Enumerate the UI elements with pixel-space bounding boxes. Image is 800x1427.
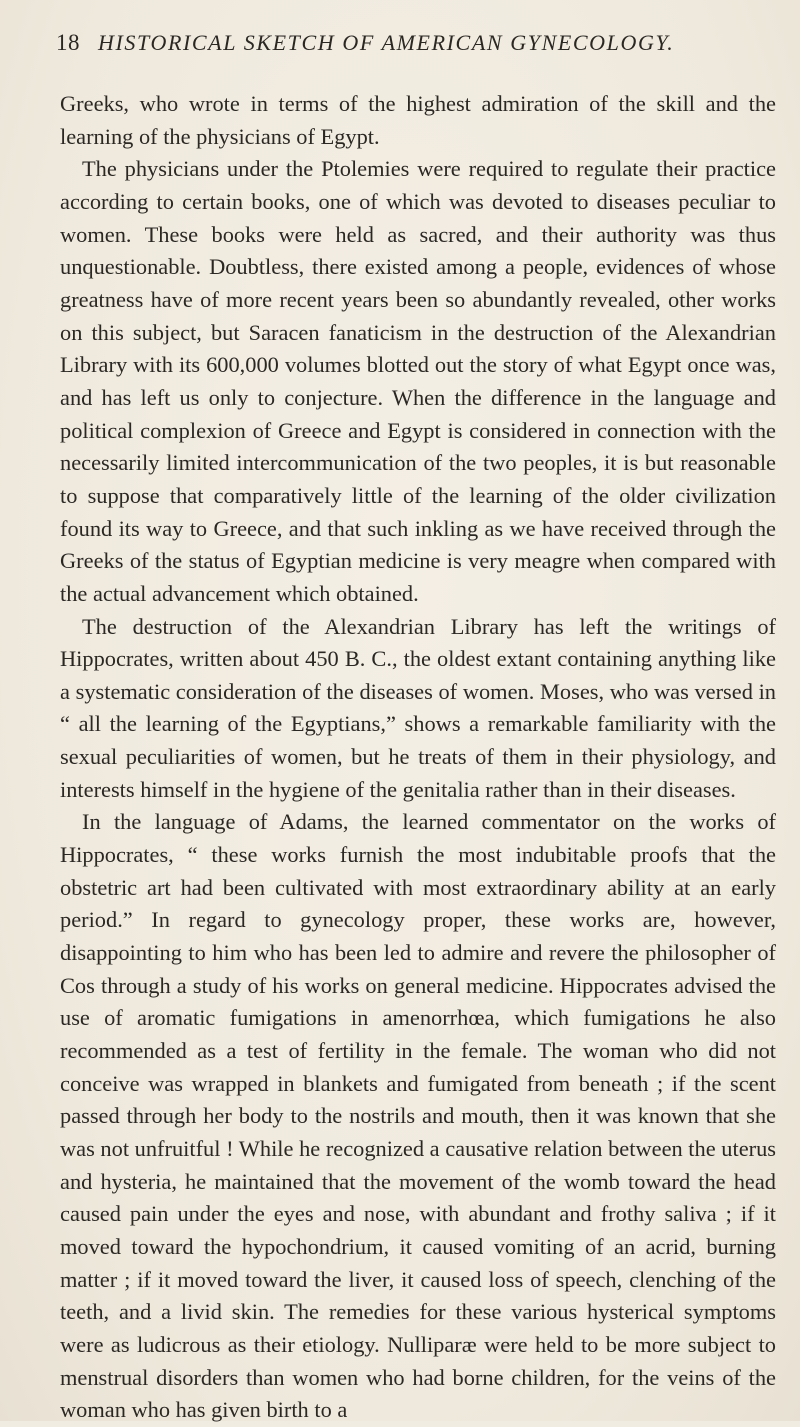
page-number: 18 — [56, 30, 80, 55]
running-head-title: HISTORICAL SKETCH OF AMERICAN GYNECOLOGY. — [98, 30, 675, 55]
running-head — [56, 30, 760, 70]
body-text — [60, 88, 776, 1427]
paragraph-hippocrates-writings: The destruction of the Alexandrian Library has left the writings of Hippocrates, written about 450 B. C., the oldest extant containing anything like a systematic consideration of the diseases of women. Moses, who was versed in “ all the learning of the Egyptians,” shows a remarkable familiarity with the sexual peculiarities of women, but he treats of them in their physiology, and interests himself in the hygiene of the genitalia rather than in their diseases. — [60, 613, 776, 802]
paragraph-adams-commentary: In the language of Adams, the learned commentator on the works of Hippocrates, “ these works furnish the most indubitable proofs that the obstetric art had been cultivated with most extraordinary ability at an early period.” In regard to gynecology proper, these works are, however, disappointing to him who has been led to admire and revere the philosopher of Cos through a study of his works on general medicine. Hippocrates advised the use of aromatic fumigations in amenorrhœa, which fumigations he also recommended as a test of fertility in the female. The woman who did not conceive was wrapped in blankets and fumigated from beneath ; if the scent passed through her body to the nostrils and mouth, then it was known that she was not unfruitful ! While he recognized a causative relation between the uterus and hysteria, he maintained that the movement of the womb toward the head caused pain under the eyes and nose, with abundant and frothy saliva ; if it moved toward the hypochondrium, it caused vomiting of an acrid, burning matter ; if it moved toward the liver, it caused loss of speech, clenching of the teeth, and a livid skin. The remedies for these various hysterical symptoms were as ludicrous as their etiology. Nulliparæ were held to be more subject to menstrual disorders than women who had borne children, for the veins of the woman who has given birth to a — [60, 809, 776, 1423]
paragraph-ptolemies: The physicians under the Ptolemies were required to regulate their practice according to certain books, one of which was devoted to diseases peculiar to women. These books were held as sacred, and their authority was thus unquestionable. Doubtless, there existed among a people, evidences of whose greatness have of more recent years been so abundantly revealed, other works on this subject, but Saracen fanaticism in the destruction of the Alexandrian Library with its 600,000 volumes blotted out the story of what Egypt once was, and has left us only to conjecture. When the difference in the language and political complexion of Greece and Egypt is considered in connection with the necessarily limited intercommunication of the two peoples, it is but reasonable to suppose that comparatively little of the learning of the older civilization found its way to Greece, and that such inkling as we have received through the Greeks of the status of Egyptian medicine is very meagre when compared with the actual advancement which obtained. — [60, 156, 776, 606]
paragraph-continued: Greeks, who wrote in terms of the highest admiration of the skill and the learning of the physicians of Egypt. — [60, 91, 776, 149]
